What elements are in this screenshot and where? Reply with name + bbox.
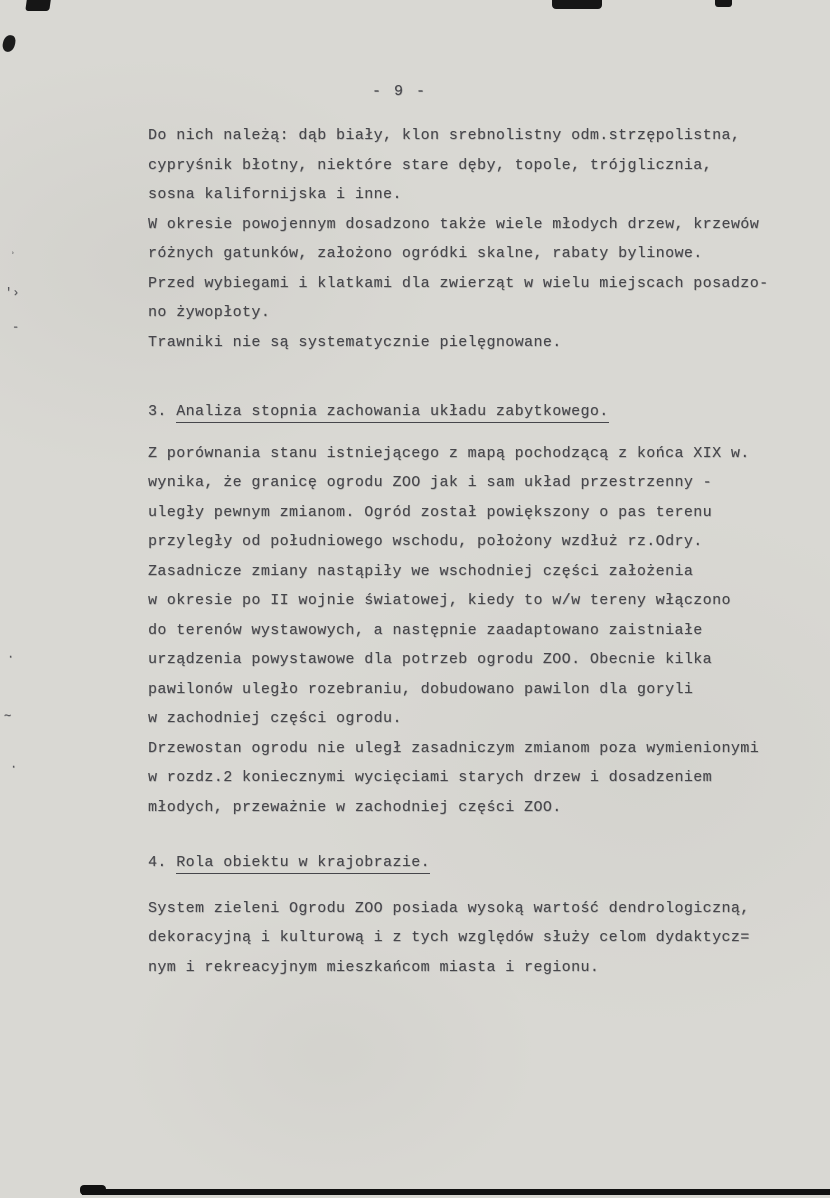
text-line: Zasadnicze zmiany nastąpiły we wschodniej części założenia <box>148 562 694 580</box>
section-heading <box>148 848 768 878</box>
page-number: - 9 - <box>372 83 428 100</box>
text-line: sosna kalifornijska i inne. <box>148 186 402 203</box>
margin-mark: ′› <box>5 286 20 300</box>
scan-artifact-left-spot <box>1 34 17 53</box>
text-line: wynika, że granicę ogrodu ZOO jak i sam układ przestrzenny - <box>148 474 713 491</box>
text-line: System zieleni Ogrodu ZOO posiada wysoką wartość dendrologiczną, <box>148 899 750 917</box>
text-line: urządzenia powystawowe dla potrzeb ogrodu ZOO. Obecnie kilka <box>148 651 713 668</box>
scan-artifact-top-bar <box>552 0 602 9</box>
text-line: do terenów wystawowych, a następnie zaadaptowano zaistniałe <box>148 621 703 639</box>
margin-mark: · <box>10 760 18 774</box>
text-line: Przed wybiegami i klatkami dla zwierząt w wielu miejscach posadzo- <box>148 274 769 292</box>
heading-title: Rola obiektu w krajobrazie. <box>176 854 430 874</box>
scan-artifact-top-small <box>715 0 732 7</box>
margin-mark: ʾ <box>9 250 17 264</box>
text-line: różnych gatunków, założono ogródki skalne, rabaty bylinowe. <box>148 245 703 262</box>
text-line: uległy pewnym zmianom. Ogród został powiększony o pas terenu <box>148 503 713 521</box>
text-line: nym i rekreacyjnym mieszkańcom miasta i regionu. <box>148 958 600 976</box>
section-heading <box>148 397 768 427</box>
text-line: młodych, przeważnie w zachodniej części ZOO. <box>148 798 562 816</box>
margin-mark: · <box>7 650 15 664</box>
document-body <box>148 121 768 982</box>
heading-title: Analiza stopnia zachowania układu zabytkowego. <box>176 403 608 423</box>
paragraph <box>148 121 768 357</box>
scan-artifact-bottom-blob <box>80 1185 106 1195</box>
text-line: przyległy od południowego wschodu, położony wzdłuż rz.Odry. <box>148 533 703 550</box>
text-line: dekoracyjną i kulturową i z tych względów służy celom dydaktycz= <box>148 929 750 946</box>
margin-mark: ∼ <box>4 709 12 723</box>
text-line: Z porównania stanu istniejącego z mapą pochodzącą z końca XIX w. <box>148 444 750 462</box>
heading-number: 3. <box>148 403 177 420</box>
scan-artifact-bottom-bar <box>82 1189 830 1195</box>
margin-mark: - <box>12 320 20 334</box>
text-line: w zachodniej części ogrodu. <box>148 710 402 727</box>
heading-number: 4. <box>148 854 177 871</box>
paragraph <box>148 894 768 983</box>
text-line: pawilonów uległo rozebraniu, dobudowano pawilon dla goryli <box>148 680 694 698</box>
text-line: no żywopłoty. <box>148 304 271 321</box>
scan-artifact-top-notch <box>25 0 51 11</box>
text-line: Trawniki nie są systematycznie pielęgnowane. <box>148 333 562 351</box>
text-line: w rozdz.2 koniecznymi wycięciami starych drzew i dosadzeniem <box>148 769 713 786</box>
text-line: cypryśnik błotny, niektóre stare dęby, topole, trójglicznia, <box>148 156 713 174</box>
paragraph <box>148 439 768 823</box>
text-line: Do nich należą: dąb biały, klon srebnolistny odm.strzępolistna, <box>148 127 741 144</box>
text-line: Drzewostan ogrodu nie uległ zasadniczym zmianom poza wymienionymi <box>148 739 760 757</box>
text-line: w okresie po II wojnie światowej, kiedy to w/w tereny włączono <box>148 592 731 609</box>
text-line: W okresie powojennym dosadzono także wiele młodych drzew, krzewów <box>148 215 760 233</box>
